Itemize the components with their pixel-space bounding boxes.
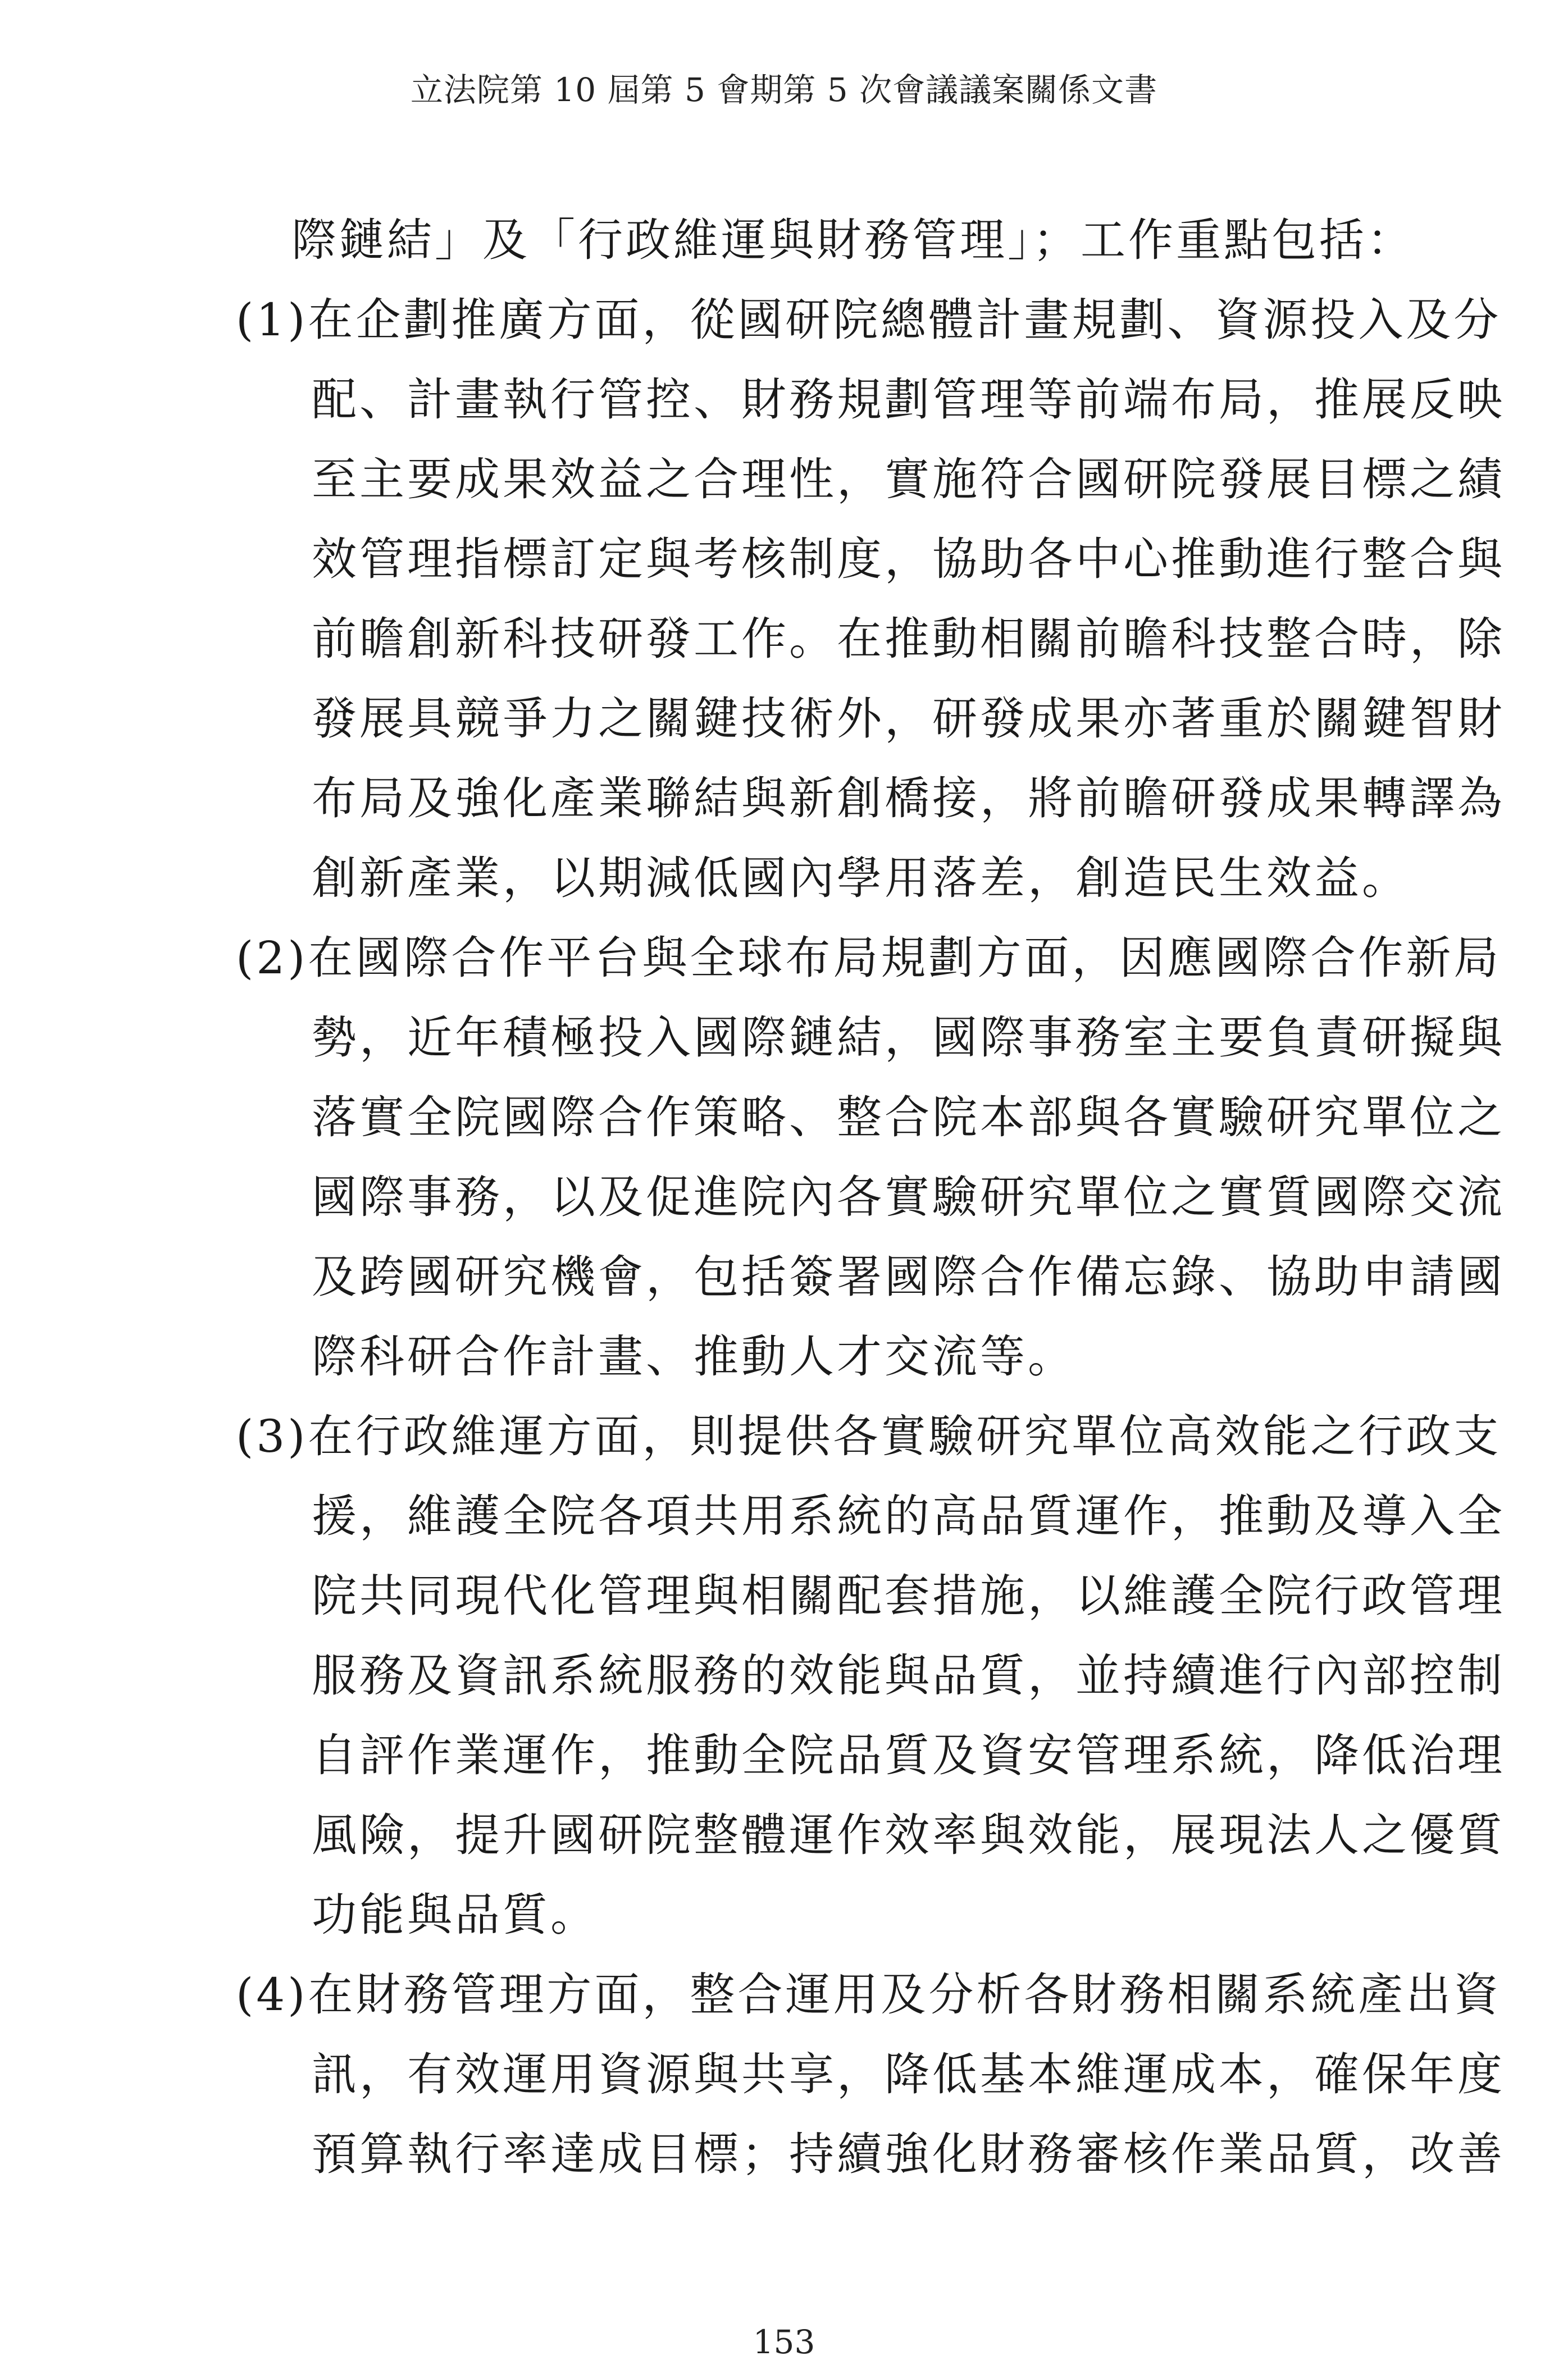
body-line: 落實全院國際合作策略、整合院本部與各實驗研究單位之: [312, 1091, 1505, 1143]
body-line: 及跨國研究機會，包括簽署國際合作備忘錄、協助申請國: [312, 1251, 1505, 1303]
body-line: (1)在企劃推廣方面，從國研院總體計畫規劃、資源投入及分: [236, 294, 1502, 346]
body-line: 服務及資訊系統服務的效能與品質，並持續進行內部控制: [312, 1650, 1505, 1702]
body-line: 發展具競爭力之關鍵技術外，研發成果亦著重於關鍵智財: [312, 692, 1505, 745]
body-line: 訊，有效運用資源與共享，降低基本維運成本，確保年度: [312, 2048, 1505, 2100]
page-number: 153: [753, 2323, 815, 2361]
body-line: 援，維護全院各項共用系統的高品質運作，推動及導入全: [312, 1490, 1505, 1542]
body-line: 風險，提升國研院整體運作效率與效能，展現法人之優質: [312, 1809, 1505, 1861]
body-line: 效管理指標訂定與考核制度，協助各中心推動進行整合與: [312, 533, 1505, 585]
body-line: 國際事務，以及促進院內各實驗研究單位之實質國際交流: [312, 1171, 1505, 1223]
body-line: 功能與品質。: [312, 1889, 598, 1941]
document-header: 立法院第 10 屆第 5 會期第 5 次會議議案關係文書: [410, 71, 1158, 109]
body-line: 自評作業運作，推動全院品質及資安管理系統，降低治理: [312, 1729, 1505, 1781]
body-line: 院共同現代化管理與相關配套措施，以維護全院行政管理: [312, 1570, 1505, 1622]
body-line: 際鏈結」及「行政維運與財務管理」；工作重點包括：: [291, 214, 1415, 266]
body-line: 前瞻創新科技研發工作。在推動相關前瞻科技整合時，除: [312, 613, 1505, 665]
body-line: (2)在國際合作平台與全球布局規劃方面，因應國際合作新局: [236, 932, 1502, 984]
body-line: 創新產業，以期減低國內學用落差，創造民生效益。: [312, 852, 1410, 904]
body-line: 勢，近年積極投入國際鏈結，國際事務室主要負責研擬與: [312, 1011, 1505, 1064]
body-line: 至主要成果效益之合理性，實施符合國研院發展目標之績: [312, 453, 1505, 505]
body-line: 預算執行率達成目標；持續強化財務審核作業品質，改善: [312, 2128, 1505, 2180]
body-line: 際科研合作計畫、推動人才交流等。: [312, 1330, 1075, 1383]
body-line: (4)在財務管理方面，整合運用及分析各財務相關系統產出資: [236, 1969, 1502, 2021]
body-line: 布局及強化產業聯結與新創橋接，將前瞻研發成果轉譯為: [312, 772, 1505, 824]
body-line: 配、計畫執行管控、財務規劃管理等前端布局，推展反映: [312, 373, 1505, 426]
body-line: (3)在行政維運方面，則提供各實驗研究單位高效能之行政支: [236, 1410, 1502, 1462]
